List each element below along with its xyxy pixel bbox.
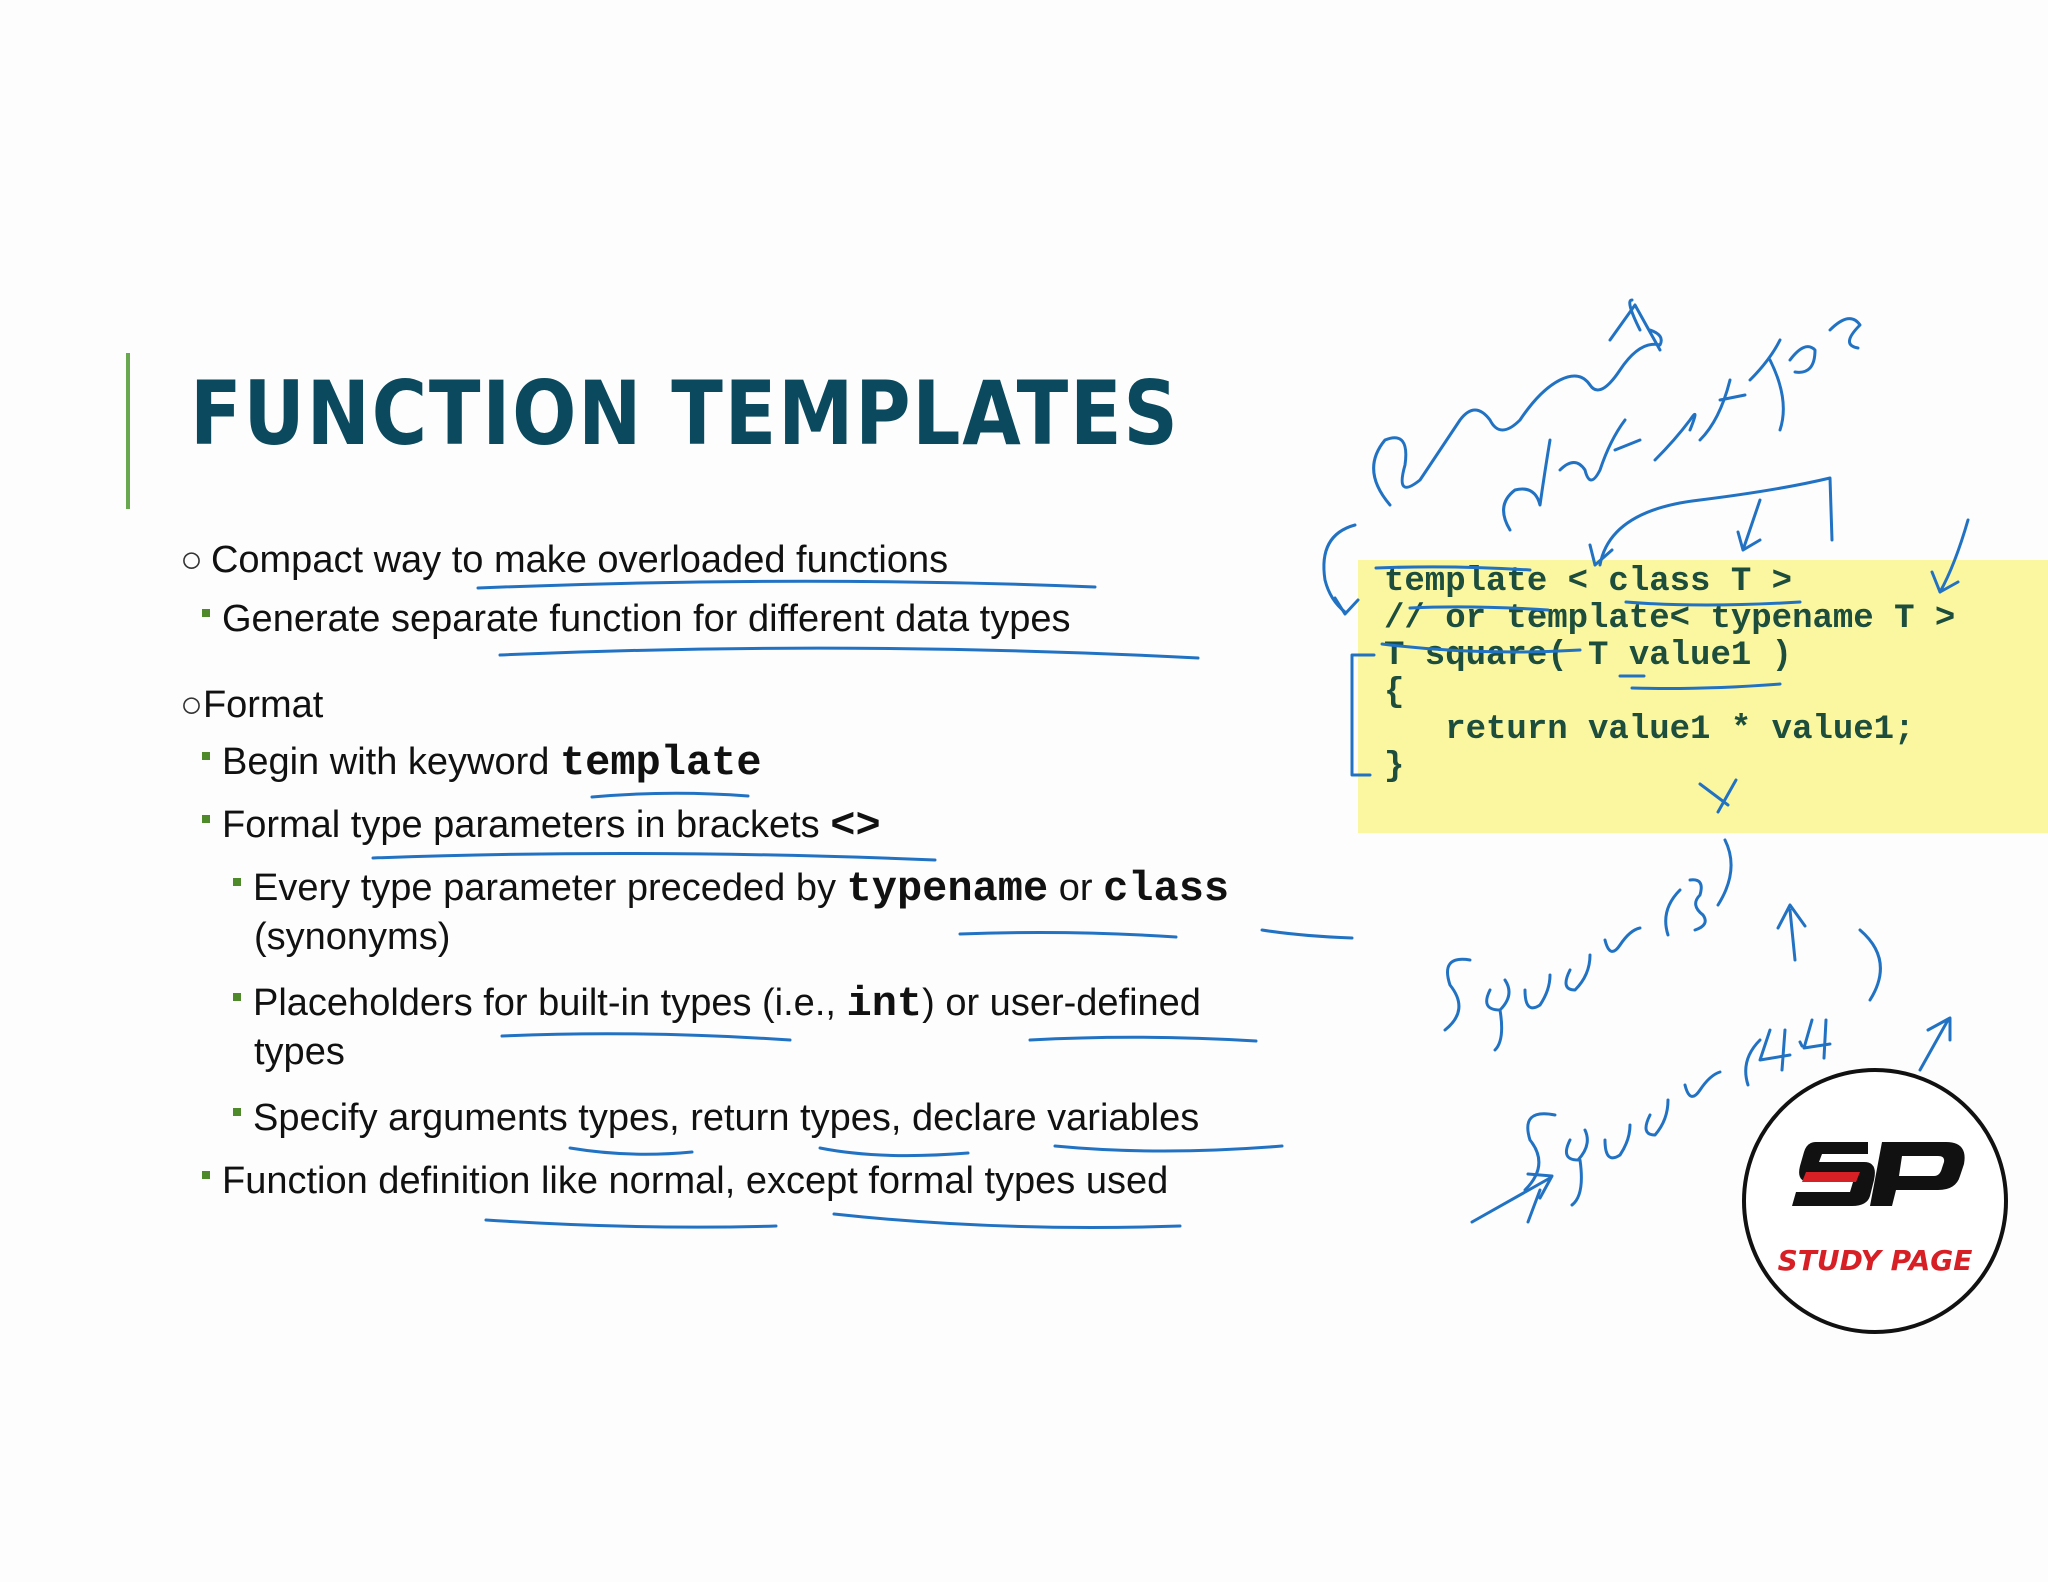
ink-handwriting-general xyxy=(1374,300,1662,505)
ink-underline xyxy=(1626,602,1800,605)
ink-underline xyxy=(486,1220,776,1227)
ink-underline xyxy=(1376,567,1530,570)
ink-underline xyxy=(1410,607,1548,610)
bullet-continuation-types: types xyxy=(254,1031,345,1073)
study-page-logo xyxy=(1742,1068,2008,1334)
bullet-text: Specify arguments types, return types, declare variables xyxy=(253,1097,1200,1139)
ink-arrow xyxy=(1472,1174,1552,1222)
code-line-4: { xyxy=(1384,674,1405,712)
bullet-text: Generate separate function for different data types xyxy=(222,598,1071,640)
ink-arrow xyxy=(1600,478,1832,565)
ink-underline xyxy=(1262,930,1352,938)
ink-underline xyxy=(570,1148,692,1154)
ink-arrow xyxy=(1738,500,1760,550)
bullet-text: ) or user-defined xyxy=(922,982,1201,1024)
code-line-5: return value1 * value1; xyxy=(1384,711,1915,749)
keyword-int: int xyxy=(846,980,923,1028)
ink-underline xyxy=(820,1148,968,1156)
ink-underline xyxy=(592,793,748,797)
ink-arrow xyxy=(1335,598,1358,614)
ink-underline xyxy=(373,853,935,860)
bullet-continuation-synonyms: (synonyms) xyxy=(254,916,451,958)
ink-underline xyxy=(502,1034,790,1040)
circle-bullet-icon: ○ xyxy=(180,684,203,726)
ink-underline xyxy=(1632,684,1780,689)
ink-handwriting-datatype xyxy=(1504,319,1860,530)
ink-underline xyxy=(960,933,1176,937)
ink-arrow xyxy=(1778,905,1805,960)
ink-underline xyxy=(1030,1037,1256,1041)
code-line-2: // or template< typename T > xyxy=(1384,600,1956,638)
ink-underline xyxy=(500,648,1198,658)
ink-underline xyxy=(478,581,1095,588)
keyword-typename: typename xyxy=(846,865,1049,913)
ink-underline xyxy=(1382,644,1580,652)
keyword-template: template xyxy=(559,739,762,787)
bullet-text: Format xyxy=(202,684,324,726)
bullet-text: Function definition like normal, except formal types used xyxy=(222,1160,1169,1202)
ink-arrow xyxy=(1920,1018,1950,1070)
keyword-brackets: <> xyxy=(830,802,881,850)
ink-brace xyxy=(1324,525,1355,612)
code-line-1: template < class T > xyxy=(1384,563,1793,601)
logo-wordmark: STUDY PAGE xyxy=(1777,1244,1973,1277)
keyword-class: class xyxy=(1103,865,1230,913)
ink-arrow xyxy=(1932,520,1968,592)
bullet-text: Formal type parameters in brackets xyxy=(222,804,831,846)
ink-arrow xyxy=(1700,780,1736,812)
code-line-6: } xyxy=(1384,748,1405,786)
bullet-text: Every type parameter preceded by xyxy=(253,867,847,909)
circle-bullet-icon: ○ xyxy=(180,539,203,581)
slide-title: FUNCTION TEMPLATES xyxy=(190,362,1180,465)
bullet-text-or: or xyxy=(1048,867,1104,909)
ink-handwriting-squar5 xyxy=(1445,840,1731,1050)
bullet-text: Compact way to make overloaded functions xyxy=(210,539,949,581)
code-line-3: T square( T value1 ) xyxy=(1384,637,1793,675)
ink-brace xyxy=(1352,655,1374,775)
bullet-text: Placeholders for built-in types (i.e., xyxy=(253,982,847,1024)
ink-underline xyxy=(834,1214,1180,1228)
bullet-text: Begin with keyword xyxy=(222,741,560,783)
ink-underline xyxy=(1055,1146,1282,1151)
